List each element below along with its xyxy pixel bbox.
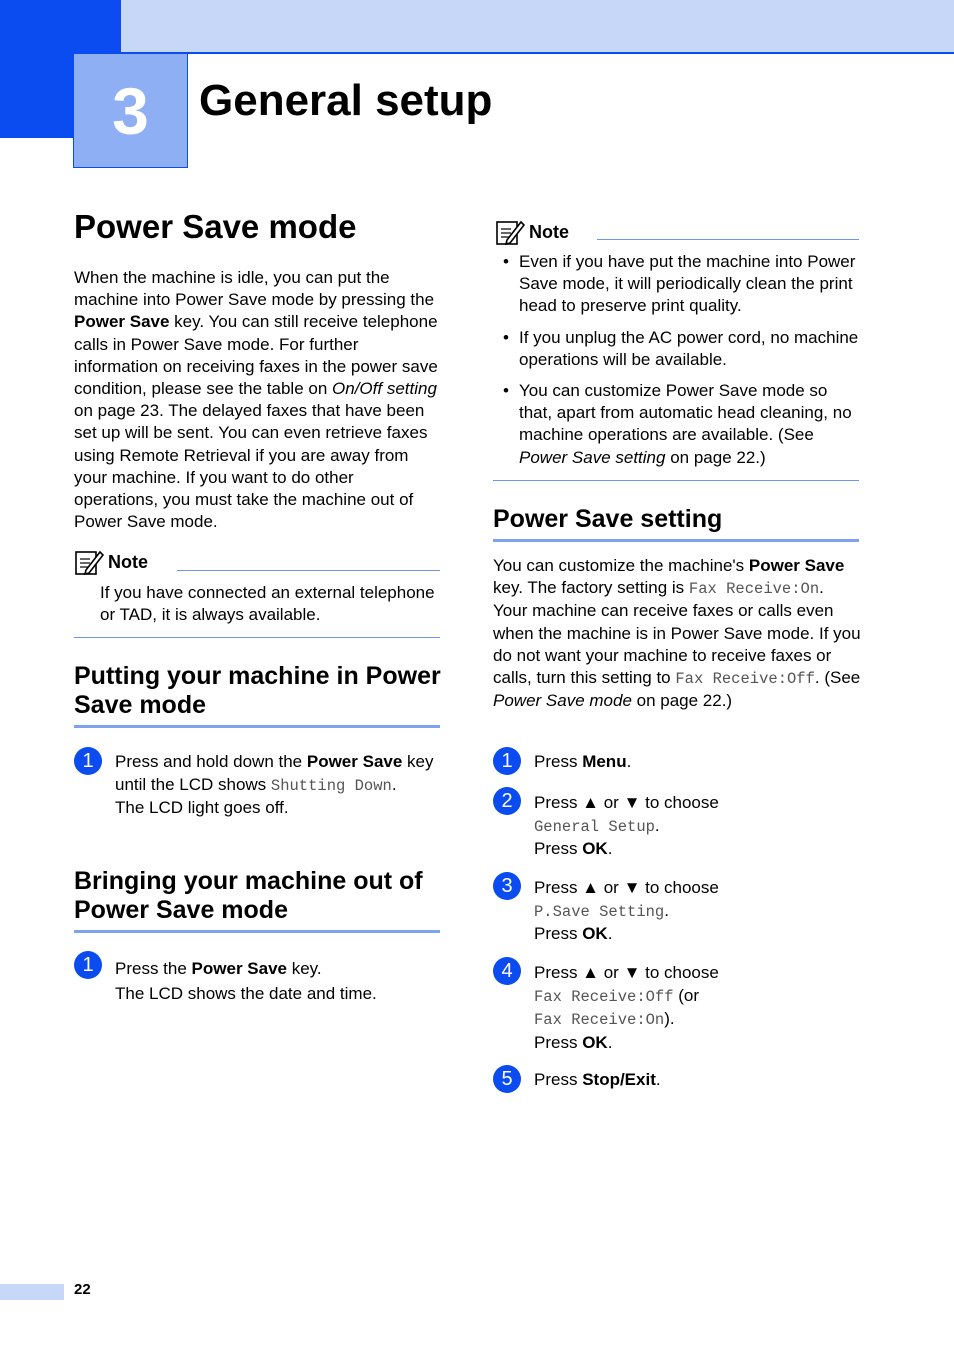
note-header (495, 218, 569, 246)
note-pencil-icon (495, 218, 525, 246)
step-text: Press and hold down the Power Save key until the LCD shows Shutting Down. The LCD light goes off. (115, 752, 434, 817)
note-label: Note (529, 221, 569, 242)
subsection-rule (74, 930, 440, 933)
step-number-badge: 1 (74, 951, 102, 979)
note-text: If you have connected an external telephone or TAD, it is always available. (100, 583, 435, 625)
note-bottom-rule (74, 637, 440, 638)
power-save-intro: When the machine is idle, you can put the machine into Power Save mode by pressing the Power Save key. You can still receive telephone calls in Power Save mode. For further information on receiving faxes in the power save condition, please see the table on On/Off setting on page 23. The delayed faxes that have been set up will be sent. You can even retrieve faxes using Remote Retrieval if you are away from your machine. If you want to do other operations, you must take the machine out of Power Save mode. (74, 268, 438, 532)
note-bullet-3: • You can customize Power Save mode so that, apart from automatic head cleaning, no machine operations are available. (See Power Save setting on page 22.) (494, 380, 860, 469)
note-label: Note (108, 551, 148, 572)
subsection-rule (493, 539, 859, 542)
power-save-setting-intro: You can customize the machine's Power Save key. The factory setting is Fax Receive:On. Your machine can receive faxes or calls even when the machine is in Power Save mode. If you do not want your machine to receive faxes or calls, turn this setting to Fax Receive:Off. (See Power Save mode on page 22.) (493, 556, 861, 711)
step-number-badge: 3 (493, 872, 521, 900)
note-header-rule (597, 239, 859, 240)
note-header-rule (177, 570, 440, 571)
step-number-badge: 4 (493, 957, 521, 985)
step-text: Press the Power Save key. The LCD shows the date and time. (115, 959, 377, 1003)
chapter-number: 3 (73, 53, 188, 168)
subsection-title-power-save-setting: Power Save setting (493, 505, 723, 533)
note-header (74, 548, 148, 576)
step-number-badge: 2 (493, 787, 521, 815)
step-text: Press ▲ or ▼ to choose P.Save Setting. Press OK. (534, 878, 719, 943)
note-bullet-1: • Even if you have put the machine into Power Save mode, it will periodically clean the print head to preserve print quality. (494, 251, 860, 318)
chapter-title: General setup (199, 76, 493, 125)
note-bullet-list (494, 251, 860, 478)
step-number-badge: 5 (493, 1065, 521, 1093)
note-bullet-2: • If you unplug the AC power cord, no machine operations will be available. (494, 327, 860, 371)
step-text: Press Stop/Exit. (534, 1070, 661, 1089)
section-title-power-save-mode: Power Save mode (74, 208, 357, 245)
subsection-title-bringing: Bringing your machine out of Power Save mode (74, 867, 423, 924)
page-number: 22 (74, 1281, 91, 1298)
subsection-rule (74, 725, 440, 728)
note-pencil-icon (74, 548, 104, 576)
step-text: Press ▲ or ▼ to choose Fax Receive:Off (or Fax Receive:On). Press OK. (534, 963, 719, 1052)
step-text: Press ▲ or ▼ to choose General Setup. Press OK. (534, 793, 719, 858)
subsection-title-putting: Putting your machine in Power Save mode (74, 662, 441, 719)
step-number-badge: 1 (74, 747, 102, 775)
note-bottom-rule (493, 480, 859, 481)
header-band (121, 0, 954, 54)
step-text: Press Menu. (534, 752, 632, 771)
footer-tab (0, 1284, 64, 1300)
step-number-badge: 1 (493, 747, 521, 775)
